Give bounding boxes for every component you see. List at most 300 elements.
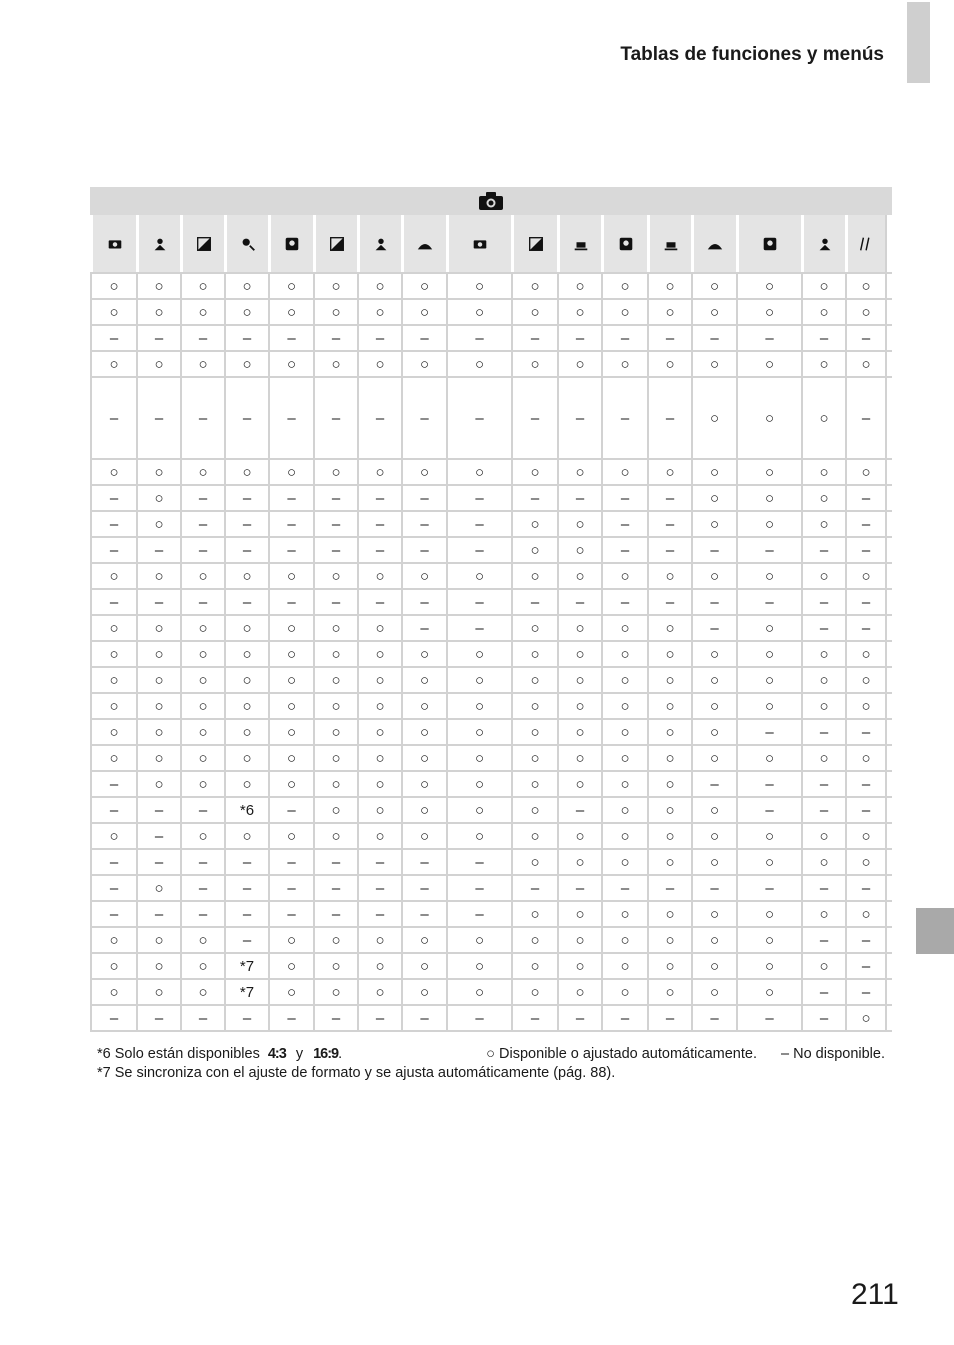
table-cell: ○ — [845, 352, 887, 376]
table-cell: ○ — [90, 642, 136, 666]
table-cell: ○ — [136, 564, 180, 588]
table-cell: ○ — [180, 746, 224, 770]
table-cell: ○ — [511, 902, 557, 926]
mode-column-header — [313, 215, 357, 272]
table-cell: ○ — [180, 300, 224, 324]
table-cell: ○ — [511, 538, 557, 562]
table-cell: ○ — [90, 300, 136, 324]
table-cell: – — [511, 378, 557, 458]
table-cell: ○ — [511, 512, 557, 536]
table-cell: ○ — [801, 694, 845, 718]
table-cell: – — [601, 876, 647, 900]
table-cell: ○ — [736, 928, 801, 952]
table-cell: – — [180, 850, 224, 874]
table-cell: ○ — [801, 668, 845, 692]
table-cell: ○ — [357, 772, 401, 796]
table-cell: ○ — [691, 902, 736, 926]
table-cell: – — [357, 902, 401, 926]
table-cell: – — [224, 486, 268, 510]
table-cell: – — [180, 378, 224, 458]
table-cell: – — [601, 538, 647, 562]
table-cell: – — [136, 1006, 180, 1030]
table-cell: ○ — [313, 746, 357, 770]
table-cell: – — [691, 876, 736, 900]
table-cell: ○ — [136, 720, 180, 744]
table-cell: – — [313, 512, 357, 536]
fireworks-icon — [527, 235, 545, 253]
table-cell: – — [845, 928, 887, 952]
section-index-tab — [916, 908, 954, 954]
table-cell: ○ — [736, 746, 801, 770]
table-cell: ○ — [557, 772, 601, 796]
table-cell: ○ — [180, 668, 224, 692]
table-cell: – — [90, 772, 136, 796]
table-cell: ○ — [313, 642, 357, 666]
table-cell: – — [313, 1006, 357, 1030]
table-cell: – — [601, 326, 647, 350]
table-cell: ○ — [90, 928, 136, 952]
table-cell: – — [557, 326, 601, 350]
table-cell: ○ — [845, 274, 887, 298]
table-cell: ○ — [647, 980, 691, 1004]
table-cell: ○ — [268, 772, 313, 796]
table-cell: ○ — [845, 668, 887, 692]
mode-column-header — [557, 215, 601, 272]
table-cell: ○ — [180, 564, 224, 588]
table-row — [90, 718, 892, 744]
table-cell: ○ — [180, 460, 224, 484]
table-cell: – — [647, 1006, 691, 1030]
section-title: Tablas de funciones y menús — [620, 44, 884, 65]
table-cell: – — [313, 902, 357, 926]
table-cell: ○ — [736, 850, 801, 874]
table-cell: – — [845, 486, 887, 510]
table-cell: – — [446, 486, 511, 510]
table-cell: ○ — [136, 274, 180, 298]
table-cell: – — [401, 876, 446, 900]
table-cell: ○ — [357, 928, 401, 952]
table-cell: – — [136, 902, 180, 926]
table-cell: ○ — [736, 954, 801, 978]
table-cell: ○ — [736, 486, 801, 510]
table-cell: – — [736, 590, 801, 614]
table-cell: – — [268, 1006, 313, 1030]
mode-column-header — [736, 215, 801, 272]
table-cell: – — [736, 326, 801, 350]
table-cell: ○ — [736, 460, 801, 484]
table-cell: ○ — [557, 642, 601, 666]
table-cell: ○ — [136, 980, 180, 1004]
movie-icon — [816, 235, 834, 253]
table-cell: – — [401, 326, 446, 350]
table-cell: ○ — [647, 928, 691, 952]
table-cell: – — [845, 616, 887, 640]
table-cell: – — [845, 590, 887, 614]
table-cell: ○ — [357, 954, 401, 978]
table-cell: ○ — [268, 642, 313, 666]
table-cell: ○ — [446, 694, 511, 718]
table-cell: – — [557, 798, 601, 822]
table-cell: ○ — [136, 746, 180, 770]
table-cell: ○ — [511, 928, 557, 952]
table-cell: – — [90, 326, 136, 350]
table-cell: – — [90, 538, 136, 562]
table-cell: ○ — [224, 274, 268, 298]
table-cell: ○ — [401, 300, 446, 324]
table-cell: ○ — [357, 616, 401, 640]
table-cell: ○ — [511, 352, 557, 376]
table-cell: – — [268, 850, 313, 874]
table-cell: – — [180, 1006, 224, 1030]
table-cell: ○ — [224, 642, 268, 666]
table-cell: ○ — [90, 954, 136, 978]
table-cell: ○ — [401, 798, 446, 822]
footnotes — [97, 1045, 897, 1083]
table-row — [90, 666, 892, 692]
table-cell: ○ — [557, 668, 601, 692]
table-cell: – — [357, 378, 401, 458]
table-cell: ○ — [446, 954, 511, 978]
table-cell: – — [691, 1006, 736, 1030]
smart-shutter-icon — [283, 235, 301, 253]
table-cell: – — [446, 378, 511, 458]
mode-column-header — [180, 215, 224, 272]
table-cell: ○ — [136, 954, 180, 978]
table-cell: ○ — [691, 824, 736, 848]
table-cell: – — [313, 326, 357, 350]
best-image-icon — [706, 235, 724, 253]
table-cell: ○ — [845, 902, 887, 926]
table-cell: ○ — [845, 300, 887, 324]
table-cell: ○ — [446, 668, 511, 692]
mode-column-header — [511, 215, 557, 272]
table-cell: ○ — [180, 694, 224, 718]
table-cell: ○ — [601, 668, 647, 692]
mode-icon-row — [90, 215, 892, 272]
table-cell: – — [268, 378, 313, 458]
table-cell: ○ — [691, 798, 736, 822]
camera-icon — [478, 191, 504, 211]
table-row — [90, 298, 892, 324]
table-cell: – — [736, 1006, 801, 1030]
table-cell: ○ — [268, 564, 313, 588]
table-cell: ○ — [647, 352, 691, 376]
table-cell: – — [224, 928, 268, 952]
table-cell: – — [401, 590, 446, 614]
table-cell: ○ — [647, 798, 691, 822]
table-cell: *6 — [224, 798, 268, 822]
table-cell: ○ — [736, 564, 801, 588]
table-cell: ○ — [268, 274, 313, 298]
table-cell: – — [224, 590, 268, 614]
shooting-mode-header — [90, 187, 892, 215]
table-cell: – — [357, 538, 401, 562]
table-cell: – — [313, 590, 357, 614]
table-cell: – — [224, 538, 268, 562]
table-row — [90, 458, 892, 484]
table-cell: – — [224, 512, 268, 536]
footnote-7: *7 Se sincroniza con el ajuste de formato y se ajusta automáticamente (pág. 88). — [97, 1065, 616, 1081]
table-cell: ○ — [357, 824, 401, 848]
table-cell: ○ — [691, 486, 736, 510]
table-cell: ○ — [557, 980, 601, 1004]
table-cell: ○ — [601, 928, 647, 952]
table-cell: ○ — [180, 980, 224, 1004]
table-row — [90, 562, 892, 588]
table-cell: ○ — [691, 378, 736, 458]
table-cell: – — [401, 378, 446, 458]
table-cell: – — [446, 1006, 511, 1030]
table-cell: ○ — [401, 274, 446, 298]
table-cell: – — [691, 772, 736, 796]
table-cell: ○ — [601, 274, 647, 298]
table-cell: ○ — [801, 954, 845, 978]
table-cell: – — [845, 798, 887, 822]
table-cell: – — [180, 486, 224, 510]
table-cell: ○ — [601, 850, 647, 874]
table-cell: ○ — [268, 352, 313, 376]
table-cell: – — [268, 902, 313, 926]
table-cell: ○ — [313, 694, 357, 718]
table-cell: ○ — [268, 616, 313, 640]
table-cell: ○ — [136, 486, 180, 510]
table-cell: ○ — [736, 902, 801, 926]
table-row — [90, 376, 892, 458]
table-cell: ○ — [313, 928, 357, 952]
table-cell: ○ — [268, 746, 313, 770]
kids-pets-icon — [195, 235, 213, 253]
table-cell: ○ — [357, 720, 401, 744]
table-cell: ○ — [90, 352, 136, 376]
table-cell: – — [647, 326, 691, 350]
table-cell: ○ — [511, 746, 557, 770]
footnote-6-join: y — [295, 1046, 304, 1062]
mode-column-header — [401, 215, 446, 272]
table-cell: ○ — [647, 274, 691, 298]
table-cell: – — [601, 512, 647, 536]
table-cell: – — [357, 850, 401, 874]
table-cell: ○ — [268, 980, 313, 1004]
table-cell: ○ — [313, 772, 357, 796]
table-cell: ○ — [647, 300, 691, 324]
table-cell: ○ — [357, 798, 401, 822]
table-cell: ○ — [224, 300, 268, 324]
mode-column-header — [90, 215, 136, 272]
table-cell: – — [511, 876, 557, 900]
table-cell: – — [313, 876, 357, 900]
table-cell: – — [557, 486, 601, 510]
table-cell: ○ — [647, 746, 691, 770]
snow-icon — [617, 235, 635, 253]
table-cell: ○ — [313, 980, 357, 1004]
function-table — [90, 187, 892, 1032]
table-cell: ○ — [601, 902, 647, 926]
table-cell: ○ — [557, 616, 601, 640]
table-cell: ○ — [313, 720, 357, 744]
table-cell: ○ — [90, 824, 136, 848]
table-cell: – — [801, 798, 845, 822]
table-cell: ○ — [313, 274, 357, 298]
table-cell: ○ — [224, 772, 268, 796]
table-cell: ○ — [224, 746, 268, 770]
table-cell: – — [401, 902, 446, 926]
table-cell: ○ — [180, 824, 224, 848]
table-cell: ○ — [557, 902, 601, 926]
table-cell: – — [180, 326, 224, 350]
table-cell: ○ — [511, 980, 557, 1004]
table-cell: ○ — [647, 772, 691, 796]
table-cell: ○ — [736, 300, 801, 324]
table-cell: ○ — [647, 850, 691, 874]
table-cell: ○ — [401, 980, 446, 1004]
table-cell: – — [845, 512, 887, 536]
table-cell: – — [224, 1006, 268, 1030]
table-cell: ○ — [136, 876, 180, 900]
table-cell: – — [90, 902, 136, 926]
table-cell: – — [180, 902, 224, 926]
table-cell: ○ — [691, 850, 736, 874]
table-cell: – — [691, 326, 736, 350]
table-cell: – — [357, 876, 401, 900]
table-cell: ○ — [647, 954, 691, 978]
mode-column-header — [224, 215, 268, 272]
table-cell: ○ — [401, 720, 446, 744]
table-cell: – — [446, 902, 511, 926]
table-cell: ○ — [511, 850, 557, 874]
table-cell: ○ — [401, 668, 446, 692]
table-cell: ○ — [647, 564, 691, 588]
table-cell: – — [401, 850, 446, 874]
table-cell: – — [224, 326, 268, 350]
table-cell: ○ — [801, 378, 845, 458]
table-cell: ○ — [224, 616, 268, 640]
table-cell: ○ — [601, 720, 647, 744]
table-cell: ○ — [801, 300, 845, 324]
table-cell: ○ — [90, 616, 136, 640]
table-cell: ○ — [801, 512, 845, 536]
table-cell: – — [801, 1006, 845, 1030]
mode-column-header — [691, 215, 736, 272]
table-cell: ○ — [557, 850, 601, 874]
table-cell: ○ — [357, 564, 401, 588]
mode-column-header — [268, 215, 313, 272]
table-cell: – — [736, 772, 801, 796]
table-cell: ○ — [268, 300, 313, 324]
table-cell: ○ — [601, 564, 647, 588]
table-cell: – — [90, 798, 136, 822]
table-cell: – — [90, 850, 136, 874]
table-cell: ○ — [357, 668, 401, 692]
table-cell: ○ — [268, 694, 313, 718]
mode-column-header — [647, 215, 691, 272]
table-cell: ○ — [736, 616, 801, 640]
table-row — [90, 926, 892, 952]
aspect-4-3-badge: 4:3 — [267, 1046, 286, 1062]
table-cell: ○ — [401, 694, 446, 718]
table-cell: ○ — [357, 980, 401, 1004]
table-cell: – — [845, 538, 887, 562]
table-cell: ○ — [801, 274, 845, 298]
table-cell: – — [446, 538, 511, 562]
table-cell: – — [224, 850, 268, 874]
table-cell: ○ — [446, 798, 511, 822]
table-cell: ○ — [647, 616, 691, 640]
table-row — [90, 900, 892, 926]
table-cell: ○ — [691, 460, 736, 484]
table-cell: ○ — [90, 460, 136, 484]
table-cell: – — [136, 590, 180, 614]
table-cell: ○ — [801, 902, 845, 926]
table-cell: ○ — [313, 824, 357, 848]
table-cell: ○ — [511, 564, 557, 588]
table-cell: – — [90, 512, 136, 536]
table-cell: – — [511, 326, 557, 350]
table-cell: ○ — [845, 642, 887, 666]
table-cell: ○ — [601, 772, 647, 796]
table-cell: – — [90, 876, 136, 900]
table-cell: ○ — [691, 352, 736, 376]
table-cell: ○ — [90, 564, 136, 588]
table-cell: ○ — [446, 274, 511, 298]
table-cell: – — [90, 1006, 136, 1030]
table-cell: ○ — [446, 772, 511, 796]
table-cell: ○ — [180, 274, 224, 298]
table-cell: ○ — [557, 720, 601, 744]
foliage-icon — [572, 235, 590, 253]
table-cell: ○ — [136, 460, 180, 484]
footnote-6-text: *6 Solo están disponibles — [97, 1046, 260, 1062]
portrait-icon — [106, 235, 124, 253]
table-cell: ○ — [801, 642, 845, 666]
table-cell: – — [136, 798, 180, 822]
table-cell: ○ — [224, 668, 268, 692]
table-cell: – — [268, 876, 313, 900]
table-cell: – — [224, 378, 268, 458]
table-cell: ○ — [446, 300, 511, 324]
table-cell: ○ — [736, 274, 801, 298]
table-cell: ○ — [691, 512, 736, 536]
table-cell: ○ — [268, 954, 313, 978]
table-cell: – — [180, 512, 224, 536]
table-cell: – — [845, 326, 887, 350]
table-cell: – — [446, 326, 511, 350]
table-cell: ○ — [446, 746, 511, 770]
table-cell: – — [401, 616, 446, 640]
table-cell: ○ — [691, 668, 736, 692]
table-cell: ○ — [313, 798, 357, 822]
table-row — [90, 1004, 892, 1032]
table-cell: ○ — [736, 668, 801, 692]
table-cell: ○ — [601, 642, 647, 666]
table-cell: ○ — [801, 460, 845, 484]
table-cell: – — [647, 876, 691, 900]
table-cell: ○ — [736, 824, 801, 848]
table-row — [90, 536, 892, 562]
table-cell: ○ — [511, 824, 557, 848]
table-cell: ○ — [90, 720, 136, 744]
table-cell: ○ — [511, 798, 557, 822]
table-row — [90, 874, 892, 900]
table-cell: – — [801, 772, 845, 796]
table-cell: ○ — [601, 798, 647, 822]
table-cell: *7 — [224, 980, 268, 1004]
aspect-16-9-badge: 16:9 — [313, 1046, 339, 1062]
table-cell: ○ — [511, 720, 557, 744]
table-cell: – — [647, 512, 691, 536]
table-cell: – — [647, 486, 691, 510]
table-cell: ○ — [268, 460, 313, 484]
table-cell: ○ — [446, 720, 511, 744]
